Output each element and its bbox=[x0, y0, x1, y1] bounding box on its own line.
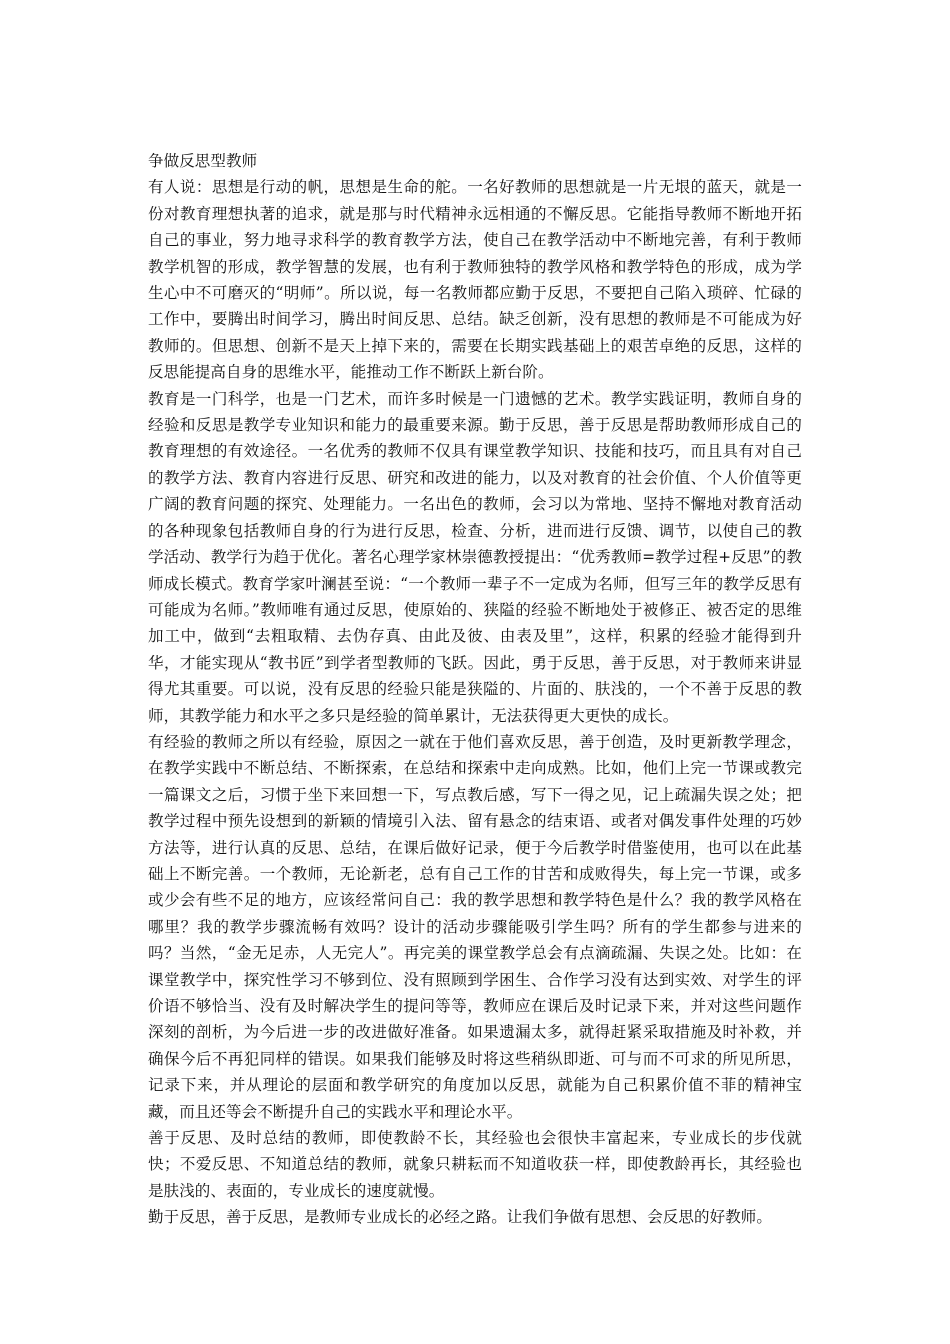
paragraph-3: 有经验的教师之所以有经验，原因之一就在于他们喜欢反思，善于创造，及时更新教学理念，在教学实践中不断总结、不断探索，在总结和探索中走向成熟。比如，他们上完一节课或教完一篇课文之后，习惯于坐下来回想一下，写点教后感，写下一得之见，记上疏漏失误之处；把教学过程中预先设想到的新颖的情境引入法、留有悬念的结束语、或者对偶发事件处理的巧妙方法等，进行认真的反思、总结，在课后做好记录，便于今后教学时借鉴使用，也可以在此基础上不断完善。一个教师，无论新老，总有自己工作的甘苦和成败得失，每上完一节课，或多或少会有些不足的地方，应该经常问自己：我的教学思想和教学特色是什么？我的教学风格在哪里？我的教学步骤流畅有效吗？设计的活动步骤能吸引学生吗？所有的学生都参与进来的吗？当然，“金无足赤，人无完人”。再完美的课堂教学总会有点滴疏漏、失误之处。比如：在课堂教学中，探究性学习不够到位、没有照顾到学困生、合作学习没有达到实效、对学生的评价语不够恰当、没有及时解决学生的提问等等，教师应在课后及时记录下来，并对这些问题作深刻的剖析，为今后进一步的改进做好准备。如果遗漏太多，就得赶紧采取措施及时补救，并确保今后不再犯同样的错误。如果我们能够及时将这些稍纵即逝、可与而不可求的所见所思，记录下来，并从理论的层面和教学研究的角度加以反思，就能为自己积累价值不菲的精神宝藏，而且还等会不断提升自己的实践水平和理论水平。 bbox=[148, 732, 802, 1121]
paragraph-5: 勤于反思，善于反思，是教师专业成长的必经之路。让我们争做有思想、会反思的好教师。 bbox=[148, 1208, 773, 1227]
document-body bbox=[148, 148, 802, 1231]
paragraph-4: 善于反思、及时总结的教师，即使教龄不长，其经验也会很快丰富起来，专业成长的步伐就快；不爱反思、不知道总结的教师，就象只耕耘而不知道收获一样，即使教龄再长，其经验也是肤浅的、表面的，专业成长的速度就慢。 bbox=[148, 1129, 802, 1200]
document-title: 争做反思型教师 bbox=[148, 152, 258, 170]
paragraph-1: 有人说：思想是行动的帆，思想是生命的舵。一名好教师的思想就是一片无垠的蓝天，就是一份对教育理想执著的追求，就是那与时代精神永远相通的不懈反思。它能指导教师不断地开拓自己的事业，努力地寻求科学的教育教学方法，使自己在教学活动中不断地完善，有利于教师教学机智的形成，教学智慧的发展，也有利于教师独特的教学风格和教学特色的形成，成为学生心中不可磨灭的“明师”。所以说，每一名教师都应勤于反思，不要把自己陷入琐碎、忙碌的工作中，要腾出时间学习，腾出时间反思、总结。缺乏创新，没有思想的教师是不可能成为好教师的。但思想、创新不是天上掉下来的，需要在长期实践基础上的艰苦卓绝的反思，这样的反思能提高自身的思维水平，能推动工作不断跃上新台阶。 bbox=[148, 178, 802, 382]
paragraph-2: 教育是一门科学，也是一门艺术，而许多时候是一门遗憾的艺术。教学实践证明，教师自身的经验和反思是教学专业知识和能力的最重要来源。勤于反思，善于反思是帮助教师形成自己的教育理想的有效途径。一名优秀的教师不仅具有课堂教学知识、技能和技巧，而且具有对自己的教学方法、教育内容进行反思、研究和改进的能力，以及对教育的社会价值、个人价值等更广阔的教育问题的探究、处理能力。一名出色的教师，会习以为常地、坚持不懈地对教育活动的各种现象包括教师自身的行为进行反思，检查、分析，进而进行反馈、调节，以使自己的教学活动、教学行为趋于优化。著名心理学家林崇德教授提出：“优秀教师=教学过程+反思”的教师成长模式。教育学家叶澜甚至说：“一个教师一辈子不一定成为名师，但写三年的教学反思有可能成为名师。”教师唯有通过反思，使原始的、狭隘的经验不断地处于被修正、被否定的思维加工中，做到“去粗取精、去伪存真、由此及彼、由表及里”，这样，积累的经验才能得到升华，才能实现从“教书匠”到学者型教师的飞跃。因此，勇于反思，善于反思，对于教师来讲显得尤其重要。可以说，没有反思的经验只能是狭隘的、片面的、肤浅的，一个不善于反思的教师，其教学能力和水平之多只是经验的简单累计，无法获得更大更快的成长。 bbox=[148, 389, 802, 725]
